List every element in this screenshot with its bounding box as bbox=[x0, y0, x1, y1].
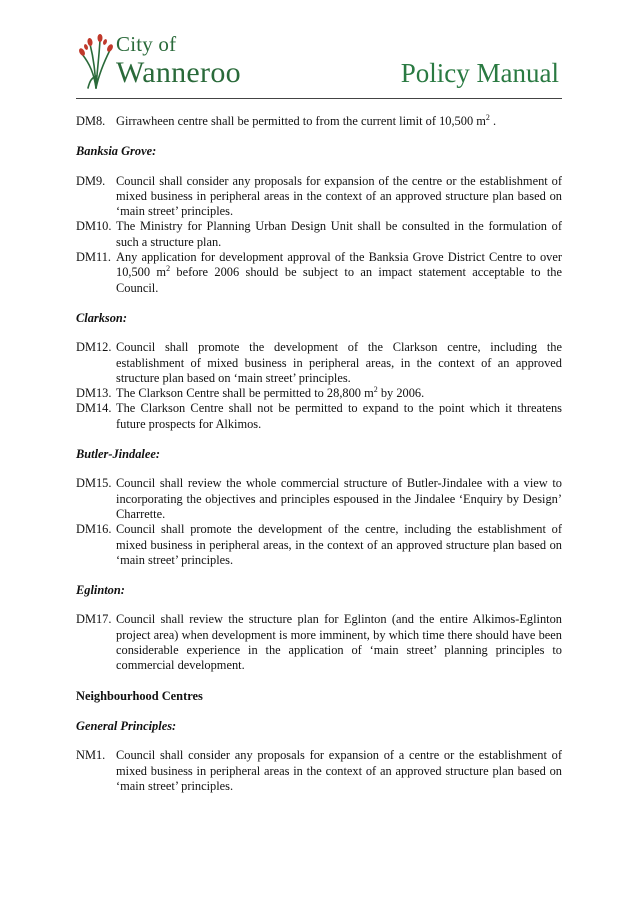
item-text-part: The Clarkson Centre shall be permitted to 28,800 m bbox=[116, 386, 374, 401]
section-heading-neighbourhood: Neighbourhood Centres bbox=[76, 688, 203, 703]
policy-item-dm15 bbox=[76, 476, 562, 522]
item-text bbox=[116, 386, 562, 401]
policy-item-dm8 bbox=[76, 114, 562, 129]
item-text bbox=[116, 114, 562, 129]
logo-line-city-of: City of bbox=[116, 32, 177, 56]
policy-item-dm10 bbox=[76, 219, 562, 250]
item-text: The Clarkson Centre shall not be permitted to expand to the point which it threatens future prospects for Alkimos. bbox=[116, 401, 562, 431]
document-body bbox=[76, 114, 562, 794]
item-text bbox=[116, 250, 562, 296]
superscript: 2 bbox=[166, 264, 171, 274]
section-heading-butler: Butler-Jindalee: bbox=[76, 447, 160, 462]
item-text-part: Girrawheen centre shall be permitted to from the current limit of 10,500 m bbox=[116, 114, 486, 128]
item-text: Council shall review the structure plan for Eglinton (and the entire Alkimos-Eglinton project area) when development is more imminent, by which time there should have been considerable experience in the application of ‘main street’ planning principles to commercial development. bbox=[116, 612, 562, 673]
superscript: 2 bbox=[373, 385, 378, 395]
superscript: 2 bbox=[485, 113, 490, 122]
section-heading-clarkson: Clarkson: bbox=[76, 310, 127, 325]
item-number: DM9. bbox=[76, 173, 106, 188]
header-divider bbox=[76, 98, 562, 99]
section-heading-eglinton: Eglinton: bbox=[76, 583, 125, 598]
policy-item-dm9 bbox=[76, 174, 562, 220]
item-text-part: by 2006. bbox=[377, 386, 425, 401]
logo-line-wanneroo: Wanneroo bbox=[116, 56, 241, 89]
item-number: DM15. bbox=[76, 476, 112, 491]
section-heading-banksia: Banksia Grove: bbox=[76, 144, 157, 159]
policy-item-nm1 bbox=[76, 748, 562, 794]
item-text: Council shall promote the development of the Clarkson centre, including the establishment of mixed business in peripheral areas, in the context of an approved structure plan based on ‘main street’ principles. bbox=[116, 340, 562, 385]
item-text-part: before 2006 should be subject to an impact statement acceptable to the Council. bbox=[116, 265, 563, 295]
item-number: DM8. bbox=[76, 114, 106, 128]
policy-item-dm14 bbox=[76, 401, 562, 432]
item-number: DM11. bbox=[76, 250, 111, 265]
page-title: Policy Manual bbox=[400, 58, 559, 88]
item-number: DM17. bbox=[76, 612, 112, 627]
section-heading-general-principles: General Principles: bbox=[76, 718, 177, 733]
kangaroo-paw-icon bbox=[78, 30, 114, 90]
policy-item-dm17 bbox=[76, 612, 562, 673]
item-text-part: Any application for development approval of the Banksia Grove District Centre to over 10,500 m bbox=[116, 250, 562, 280]
item-number: DM16. bbox=[76, 522, 112, 537]
item-number: DM12. bbox=[76, 340, 112, 355]
item-text: Council shall consider any proposals for expansion of a centre or the establishment of mixed business in peripheral areas in the context of an approved structure plan based on ‘main street’ principles. bbox=[116, 748, 562, 793]
item-text-part: . bbox=[489, 114, 497, 128]
item-number: DM14. bbox=[76, 401, 112, 416]
item-number: NM1. bbox=[76, 748, 106, 763]
policy-item-dm11 bbox=[76, 250, 562, 296]
policy-item-dm16 bbox=[76, 522, 562, 568]
policy-item-dm12 bbox=[76, 340, 562, 386]
page-header bbox=[0, 0, 637, 100]
item-text: Council shall consider any proposals for expansion of the centre or the establishment of mixed business in peripheral areas in the context of an approved structure plan based on ‘main street’ principles. bbox=[116, 173, 562, 219]
policy-item-dm13 bbox=[76, 386, 562, 401]
item-text: Council shall promote the development of the centre, including the establishment of mixed business in peripheral areas, in the context of an approved structure plan based on ‘main street’ principles. bbox=[116, 522, 562, 567]
city-logo bbox=[78, 26, 268, 96]
item-number: DM13. bbox=[76, 386, 112, 401]
item-text: The Ministry for Planning Urban Design Unit shall be consulted in the formulation of such a structure plan. bbox=[116, 219, 562, 249]
item-text: Council shall review the whole commercial structure of Butler-Jindalee with a view to incorporating the objectives and principles espoused in the Jindalee ‘Enquiry by Design’ Charrette. bbox=[116, 476, 562, 521]
item-number: DM10. bbox=[76, 219, 112, 234]
